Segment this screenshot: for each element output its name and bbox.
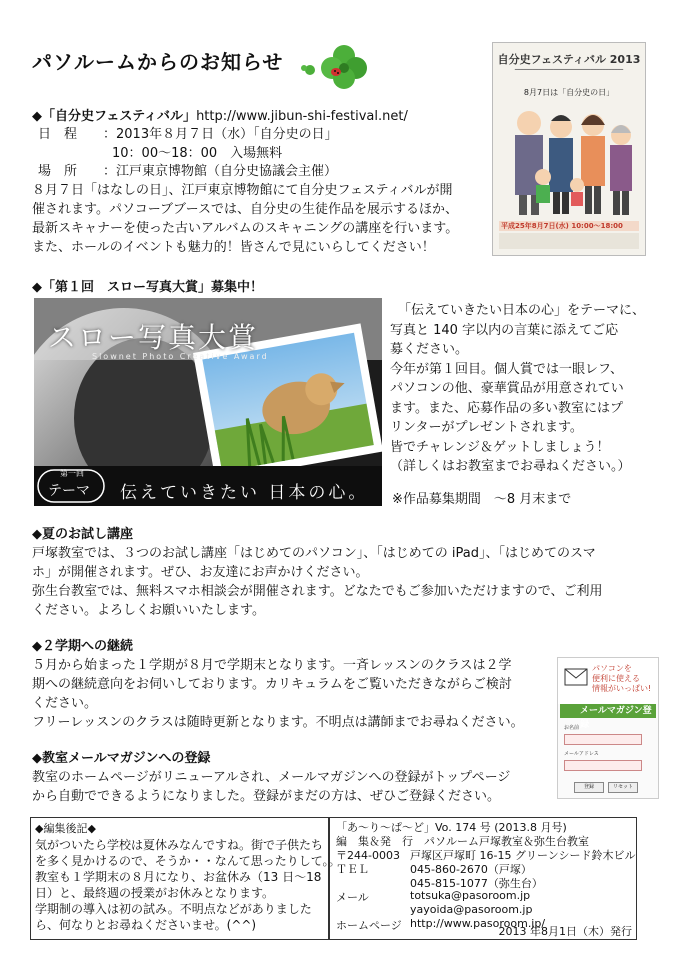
colophon-issued: 2013 年8月1日（木）発行 (498, 925, 632, 938)
clover-icon (296, 38, 386, 98)
photo-contest-period: ※作品募集期間 ～8 月末まで (392, 492, 572, 507)
editor-note-box (30, 817, 341, 940)
widget-email-field (564, 760, 642, 771)
widget-register-button: 登録 (574, 782, 604, 793)
term2-body: ５月から始まった１学期が８月で学期末となります。一斉レッスンのクラスは２学 期への継続意向をお伺いしております。カリキュラムをご覧いただきながらご検討 ください。 フリーレッスンのクラスは随時更新となります。不明点は講師までお尋ねください。 (32, 658, 524, 730)
colophon-publisher: 編 集＆発 行 パソルーム戸塚教室＆弥生台教室 (336, 835, 589, 848)
envelope-icon (564, 668, 588, 686)
mailmag-widget: パソコンを 便利に使える 情報がいっぱい! メールマガジン登録 お名前 メールアドレス 登録 リセット (557, 657, 659, 799)
term2-heading: ◆２学期への継続 (32, 639, 133, 654)
photo-contest-heading: ◆「第１回 スロー写真大賞」募集中！ (32, 280, 263, 295)
colophon-mail2[interactable]: yayoida@pasoroom.jp (410, 903, 533, 916)
widget-reset-button: リセット (608, 782, 638, 793)
festival-time: 10：00～18：00 入場無料 (112, 146, 283, 161)
colophon-mail1[interactable]: totsuka@pasoroom.jp (410, 889, 531, 902)
family-illustration (499, 101, 639, 219)
festival-poster: 自分史フェスティバル 2013 ━━━━━━━━━━━━━━━━━━━━━━━━━━━━━━━━━━━━ 8月7日は「自分史の日」 平成25年8月7日(水) 10:00～18:00 (492, 42, 646, 256)
festival-url[interactable]: http://www.jibun-shi-festival.net/ (196, 109, 408, 124)
colophon-mail-label: メール (336, 891, 369, 904)
colophon-zip: 〒244-0003 (336, 849, 400, 862)
mailmag-body: 教室のホームページがリニューアルされ、メールマガジンへの登録がトップページ から自動でできるようになりました。登録がまだの方は、ぜひご登録ください。 (32, 770, 511, 804)
editor-heading: ◆編集後記◆ (35, 822, 96, 835)
summer-heading: ◆夏のお試し講座 (32, 527, 133, 542)
colophon-tel2: 045-815-1077（弥生台） (410, 877, 543, 890)
colophon-hp-label: ホームページ (336, 919, 402, 932)
colophon-box (329, 817, 637, 940)
page-title: パソルームからのお知らせ (32, 50, 284, 74)
festival-heading: ◆「自分史フェスティバル」http://www.jibun-shi-festival.net/ (32, 109, 408, 124)
editor-body: 気がついたら学校は夏休みなんですね。街で子供たち を多く見かけるので、そうか・・なんて思ったりして。。 教室も１学期末の８月になり、お盆休み（13 日～18 日）と、最終週の授業がお休みとなります。 学期制の導入は初の試み。不明点などがありました ら、何なりとお尋ねくださいませ。(^^) (35, 838, 341, 932)
colophon-issue: 「あ～り～ぱ～ど」Vo. 174 号 (2013.8 月号) (336, 821, 567, 834)
widget-name-field (564, 734, 642, 745)
photo-contest-body: 「伝えていきたい日本の心」をテーマに、 写真と 140 字以内の言葉に添えてご応 募ください。 今年が第１回目。個人賞では一眼レフ、 パソコンの他、豪華賞品が用意されてい ます。また、応募作品の多い教室にはプ リンターがプレゼントされます。 皆でチャレンジ＆ゲットしましょう！ （詳しくはお教室までお尋ねください。） (390, 303, 646, 474)
colophon-hp-link[interactable]: http://www.pasoroom.jp/ (410, 917, 546, 930)
colophon-tel-label: ＴＥＬ (336, 863, 369, 876)
festival-date: 日 程 ：2013年８月７日（水）「自分史の日」 (38, 127, 338, 142)
summer-body: 戸塚教室では、３つのお試し講座「はじめてのパソコン」、「はじめての iPad」、「はじめてのスマ ホ」が開催されます。ぜひ、お友達にお声かけください。 弥生台教室では、無料スマホ相談会が開催されます。どなたでもご参加いただけますので、ご利用 ください。よろしくお願いいたします。 (32, 546, 603, 618)
festival-body: ８月７日「はなしの日」、江戸東京博物館にて自分史フェスティバルが開 催されます。パソコーブブースでは、自分史の生徒作品を展示するほか、 最新スキャナーを使った古いアルバムのスキャニングの講座を行います。 また、ホールのイベントも魅力的！皆さんで見にいらしてください！ (32, 183, 459, 255)
slow-photo-banner: スロー写真大賞 Slownet Photo Creative Award 第一回 テーマ 伝えていきたい 日本の心。 (34, 298, 382, 506)
colophon-tel1: 045-860-2670（戸塚） (410, 863, 532, 876)
colophon-address: 戸塚区戸塚町 16-15 グリーンシード鈴木ビル (410, 849, 636, 862)
festival-place: 場 所 ：江戸東京博物館（自分史協議会主催） (38, 164, 338, 179)
mailmag-heading: ◆教室メールマガジンへの登録 (32, 751, 211, 766)
